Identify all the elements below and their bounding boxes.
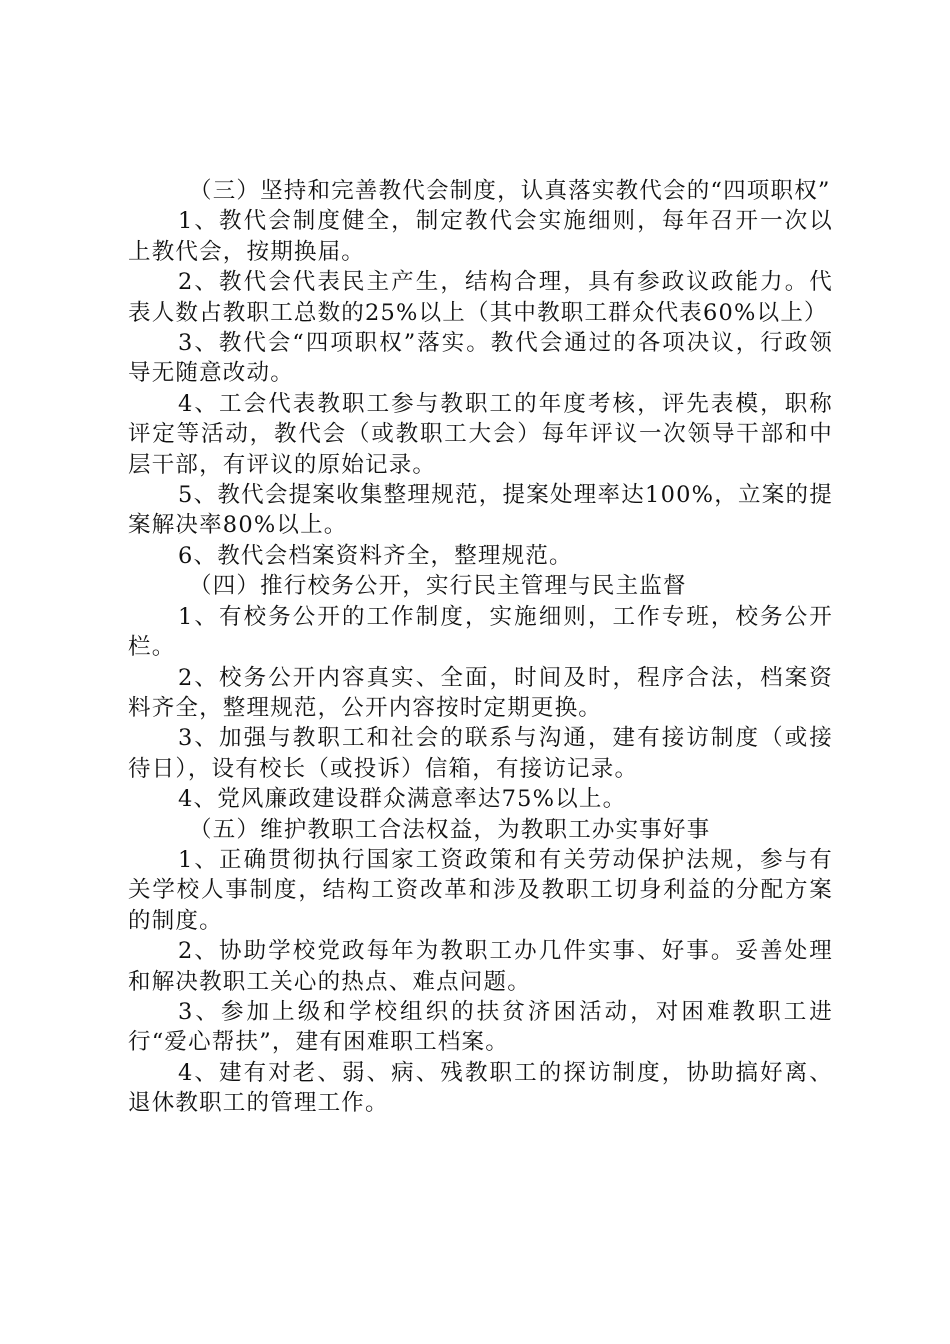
paragraph-item: 4、建有对老、弱、病、残教职工的探访制度，协助搞好离、退休教职工的管理工作。 <box>128 1059 833 1117</box>
paragraph-item: 3、加强与教职工和社会的联系与沟通，建有接访制度（或接待日），设有校长（或投诉）信箱，有接访记录。 <box>128 725 833 782</box>
paragraph-item: 1、有校务公开的工作制度，实施细则，工作专班，校务公开栏。 <box>128 603 833 661</box>
paragraph-item: 5、教代会提案收集整理规范，提案处理率达100%，立案的提案解决率80%以上。 <box>128 482 833 539</box>
section-heading-3: （三）坚持和完善教代会制度，认真落实教代会的“四项职权” <box>189 178 831 204</box>
paragraph-item: 1、正确贯彻执行国家工资政策和有关劳动保护法规，参与有关学校人事制度，结构工资改革和涉及教职工切身利益的分配方案的制度。 <box>128 846 833 934</box>
paragraph-item: 2、协助学校党政每年为教职工办几件实事、好事。妥善处理和解决教职工关心的热点、难点问题。 <box>128 938 833 995</box>
paragraph-item: 4、工会代表教职工参与教职工的年度考核，评先表模，职称评定等活动，教代会（或教职工大会）每年评议一次领导干部和中层干部，有评议的原始记录。 <box>128 390 833 478</box>
paragraph-item: 2、教代会代表民主产生，结构合理，具有参政议政能力。代表人数占教职工总数的25%以上（其中教职工群众代表60%以上） <box>128 269 833 326</box>
section-heading-5: （五）维护教职工合法权益，为教职工办实事好事 <box>189 816 711 843</box>
document-body <box>128 176 833 1119</box>
paragraph-item: 2、校务公开内容真实、全面，时间及时，程序合法，档案资料齐全，整理规范，公开内容按时定期更换。 <box>128 664 833 721</box>
paragraph-item: 1、教代会制度健全，制定教代会实施细则，每年召开一次以上教代会，按期换届。 <box>128 208 833 265</box>
paragraph-item: 4、党风廉政建设群众满意率达75%以上。 <box>178 786 627 813</box>
section-heading-4: （四）推行校务公开，实行民主管理与民主监督 <box>189 573 687 600</box>
paragraph-item: 3、参加上级和学校组织的扶贫济困活动，对困难教职工进行“爱心帮扶”，建有困难职工档案。 <box>128 998 833 1056</box>
paragraph-item: 6、教代会档案资料齐全，整理规范。 <box>178 542 573 569</box>
paragraph-item: 3、教代会“四项职权”落实。教代会通过的各项决议，行政领导无随意改动。 <box>128 330 833 387</box>
